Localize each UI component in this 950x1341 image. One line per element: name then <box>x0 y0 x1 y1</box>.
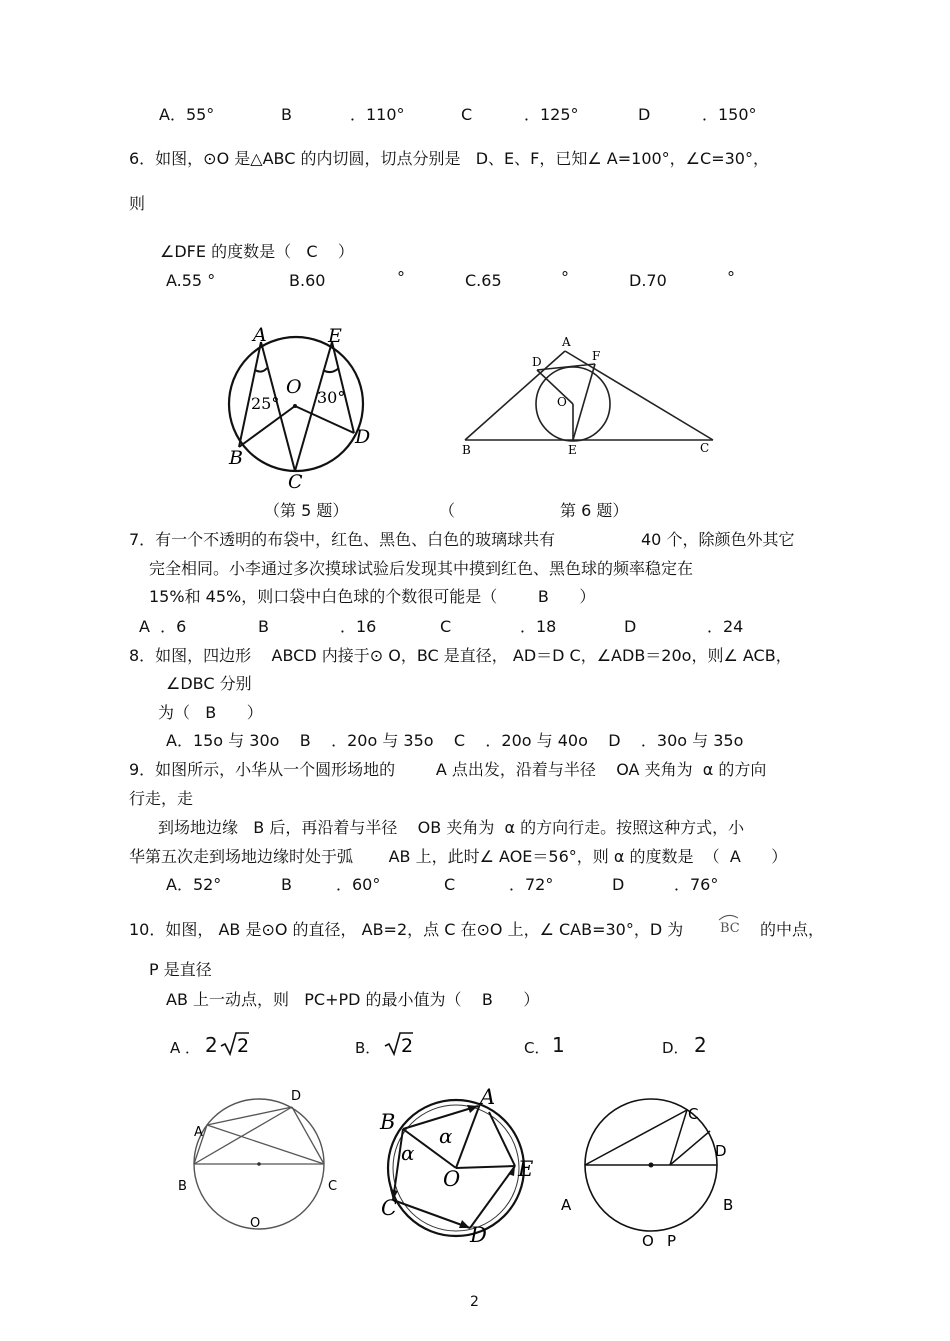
fig9-label-b: B <box>380 1110 396 1134</box>
q7-option-c-letter: C <box>440 617 452 636</box>
q6-stem-line3: ∠DFE 的度数是（ C ） <box>160 242 354 261</box>
q10-option-d-value: 2 <box>694 1033 707 1057</box>
q10-option-b-prefix: B． <box>355 1039 381 1057</box>
q9-option-c-letter: C <box>444 875 456 894</box>
fig6-label-c: C <box>700 441 710 455</box>
fig10-label-p: P <box>667 1232 677 1250</box>
q6-option-b-degree: ° <box>397 268 405 287</box>
q10-option-c-value: 1 <box>552 1033 565 1057</box>
q9-option-b-letter: B <box>281 875 292 894</box>
q8-options: A．15o 与 30o B ．20o 与 35o C ．20o 与 40o D ．30o 与 35o <box>166 731 744 750</box>
fig5-label-e: E <box>328 325 342 347</box>
q6-stem-line1: 6．如图，⊙O 是△ABC 的内切圆，切点分别是 D、E、F，已知∠ A=100°，∠C=30°， <box>129 149 769 168</box>
q9-stem-line1: 9．如图所示，小华从一个圆形场地的 A 点出发，沿着与半径 OA 夹角为 α 的方向 <box>129 760 767 779</box>
q9-stem-line3: 到场地边缘 B 后，再沿着与半径 OB 夹角为 α 的方向行走。按照这种方式，小 <box>158 818 745 837</box>
fig8-label-b: B <box>178 1179 187 1194</box>
q6-option-c: C.65 <box>465 271 502 290</box>
page-number: 2 <box>470 1294 479 1310</box>
q10-stem-line1b: 的中点， <box>760 920 825 939</box>
fig6-label-o: O <box>557 395 567 409</box>
q7-stem-line1a: 7．有一个不透明的布袋中，红色、黑色、白色的玻璃球共有 <box>129 530 556 549</box>
q8-stem-line3: 为（ B ） <box>158 703 263 722</box>
caption-figure-6-open: （ <box>439 501 456 520</box>
q10-stem-line3: AB 上一动点，则 PC+PD 的最小值为（ B ） <box>166 990 540 1009</box>
q8-stem-line2: ∠DBC 分别 <box>166 674 252 693</box>
q7-option-b-value: ．16 <box>340 617 377 636</box>
arc-bc-label: BC <box>720 921 740 936</box>
fig5-label-o: O <box>286 376 302 398</box>
fig5-angle-30: 30° <box>317 388 346 407</box>
q6-option-a: A.55 ° <box>166 271 216 290</box>
q10-option-c-prefix: C． <box>524 1039 550 1057</box>
sqrt-icon <box>220 1031 250 1057</box>
q6-option-b: B.60 <box>289 271 326 290</box>
q10-option-a-radicand: 2 <box>237 1035 250 1057</box>
fig9-alpha-1: α <box>439 1124 453 1148</box>
fig8-label-a: A <box>194 1125 203 1140</box>
q6-stem-line2: 则 <box>129 194 146 213</box>
q7-option-a: A ．6 <box>139 617 187 636</box>
q6-option-d: D.70 <box>629 271 667 290</box>
fig10-label-b: B <box>723 1196 734 1214</box>
q7-stem-line3: 15%和 45%，则口袋中白色球的个数很可能是（ B ） <box>149 587 596 606</box>
q5-option-c-value: ．125° <box>524 105 579 124</box>
q7-option-d-value: ．24 <box>707 617 744 636</box>
fig8-label-o: O <box>250 1216 261 1231</box>
fig10-label-o: O <box>642 1232 654 1250</box>
q6-option-d-degree: ° <box>727 268 735 287</box>
q9-stem-line4: 华第五次走到场地边缘时处于弧 AB 上，此时∠ AOE＝56°，则 α 的度数是 （ A ） <box>129 847 788 866</box>
fig9-label-o: O <box>443 1167 461 1191</box>
q7-stem-line1b: 40 个，除颜色外其它 <box>641 530 795 549</box>
arc-bc-notation <box>716 912 742 934</box>
q6-option-c-degree: ° <box>561 268 569 287</box>
fig5-label-a: A <box>253 324 267 346</box>
figure-8 <box>170 1085 350 1235</box>
fig8-label-c: C <box>328 1179 338 1194</box>
q10-option-a-prefix: A ． <box>170 1039 201 1057</box>
fig6-label-e: E <box>568 443 577 457</box>
fig10-label-a: A <box>561 1196 572 1214</box>
q9-option-d-value: ．76° <box>674 875 719 894</box>
q5-option-b-value: ．110° <box>350 105 405 124</box>
fig9-label-e: E <box>518 1157 534 1181</box>
q8-stem-line1: 8．如图，四边形 ABCD 内接于⊙ O，BC 是直径， AD＝D C，∠ADB＝20o，则∠ ACB， <box>129 646 792 665</box>
q10-stem-line1a: 10．如图， AB 是⊙O 的直径， AB=2，点 C 在⊙O 上，∠ CAB=30°，D 为 <box>129 920 684 939</box>
figure-6 <box>455 330 730 460</box>
q5-option-a: A．55° <box>159 105 215 124</box>
q10-option-d-prefix: D． <box>662 1039 689 1057</box>
fig5-label-c: C <box>288 471 303 493</box>
q9-option-b-value: ．60° <box>336 875 381 894</box>
q7-option-b-letter: B <box>258 617 269 636</box>
fig5-label-b: B <box>229 447 243 469</box>
fig6-label-a: A <box>562 335 571 349</box>
q7-option-d-letter: D <box>624 617 637 636</box>
fig8-label-d: D <box>291 1089 302 1104</box>
q9-option-c-value: ．72° <box>509 875 554 894</box>
fig6-label-d: D <box>532 355 542 369</box>
fig9-label-c: C <box>381 1196 398 1220</box>
caption-figure-6: 第 6 题） <box>560 501 629 520</box>
fig9-label-d: D <box>470 1223 487 1247</box>
fig10-label-c: C <box>688 1105 699 1123</box>
q5-option-d-letter: D <box>638 105 651 124</box>
q5-option-b-letter: B <box>281 105 292 124</box>
q10-option-b-radicand: 2 <box>401 1035 414 1057</box>
q9-option-d-letter: D <box>612 875 625 894</box>
q7-stem-line2: 完全相同。小李通过多次摸球试验后发现其中摸到红色、黑色球的频率稳定在 <box>149 559 694 578</box>
fig9-alpha-2: α <box>401 1141 415 1165</box>
q10-option-a-coef: 2 <box>205 1033 218 1057</box>
q9-stem-line2: 行走，走 <box>129 789 194 808</box>
q7-option-c-value: ．18 <box>520 617 557 636</box>
q5-option-d-value: ．150° <box>702 105 757 124</box>
figure-9 <box>375 1080 545 1250</box>
fig5-label-d: D <box>355 426 371 448</box>
sqrt-icon <box>384 1031 414 1057</box>
fig10-label-d: D <box>715 1142 727 1160</box>
q10-stem-line2: P 是直径 <box>149 960 212 979</box>
q9-option-a: A．52° <box>166 875 222 894</box>
fig9-label-a: A <box>480 1085 496 1109</box>
fig6-label-b: B <box>462 443 471 457</box>
figure-10 <box>555 1095 745 1255</box>
caption-figure-5: （第 5 题） <box>264 501 349 520</box>
fig6-label-f: F <box>592 349 601 363</box>
fig5-angle-25: 25° <box>251 394 280 413</box>
q5-option-c-letter: C <box>461 105 473 124</box>
figure-5 <box>220 320 380 495</box>
